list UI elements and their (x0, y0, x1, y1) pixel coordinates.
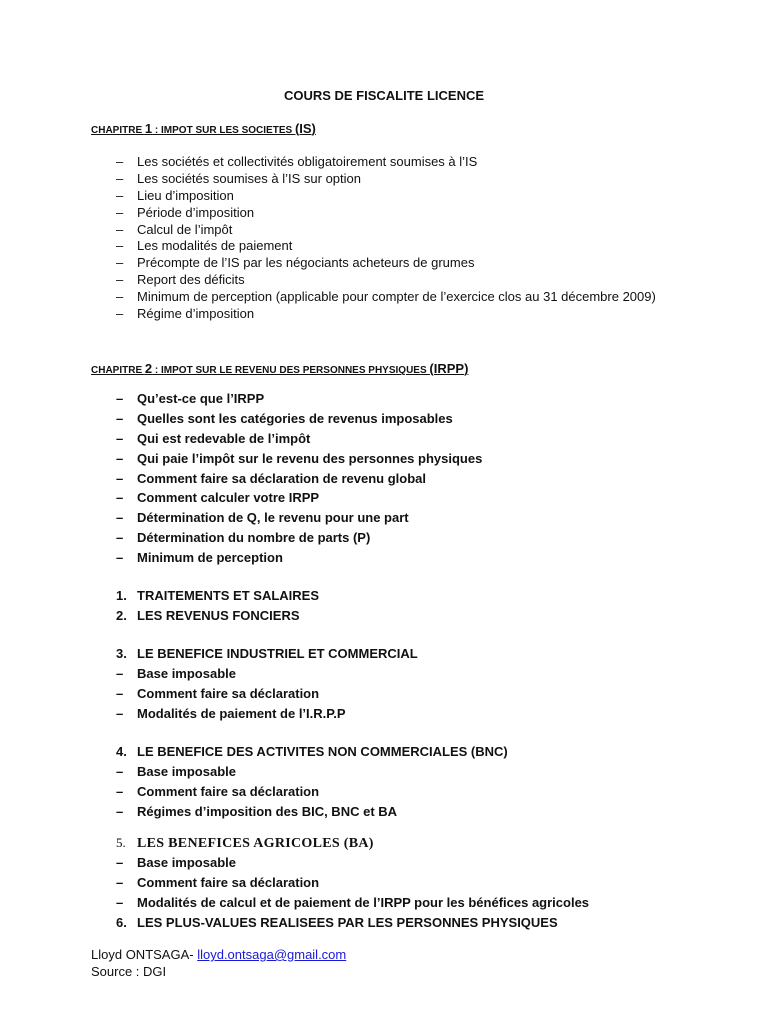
list-item: – Comment faire sa déclaration de revenu global (116, 470, 426, 486)
list-item: – Quelles sont les catégories de revenus imposables (116, 410, 453, 426)
section-4 (116, 742, 508, 822)
list-item: – Les modalités de paiement (116, 238, 293, 254)
list-item: – Détermination du nombre de parts (P) (116, 530, 371, 546)
section-heading: 1. TRAITEMENTS ET SALAIRES (116, 588, 320, 603)
list-item: – Régimes d’imposition des BIC, BNC et BA (116, 803, 398, 819)
list-item: – Les sociétés soumises à l’IS sur option (116, 170, 361, 186)
list-item: – Lieu d’imposition (116, 187, 234, 203)
chapter-2-list (116, 389, 482, 568)
list-item: – Base imposable (116, 854, 236, 870)
list-item: – Comment faire sa déclaration (116, 685, 320, 701)
section-heading: 2. LES REVENUS FONCIERS (116, 607, 300, 623)
section-5-6 (116, 833, 589, 932)
sections-1-2 (116, 586, 319, 626)
chapter-1-list (116, 154, 656, 323)
list-item: – Comment faire sa déclaration (116, 783, 320, 799)
list-item: – Base imposable (116, 665, 236, 681)
section-heading: 3. LE BENEFICE INDUSTRIEL ET COMMERCIAL (116, 646, 418, 661)
section-heading: 4. LE BENEFICE DES ACTIVITES NON COMMERCIALES (BNC) (116, 744, 508, 759)
list-item: – Modalités de paiement de l’I.R.P.P (116, 705, 346, 721)
list-item: – Qui paie l’impôt sur le revenu des personnes physiques (116, 450, 483, 466)
section-3 (116, 644, 418, 724)
list-item: – Modalités de calcul et de paiement de l’IRPP pour les bénéfices agricoles (116, 894, 590, 910)
list-item: – Calcul de l’impôt (116, 221, 233, 237)
list-item: – Minimum de perception (applicable pour compter de l’exercice clos au 31 décembre 2009) (116, 289, 656, 305)
list-item: – Les sociétés et collectivités obligatoirement soumises à l’IS (116, 154, 478, 169)
section-heading: 5. LES BENEFICES AGRICOLES (BA) (116, 835, 374, 851)
list-item: – Qui est redevable de l’impôt (116, 430, 311, 446)
list-item: – Régime d’imposition (116, 306, 255, 322)
footer-source: Source : DGI (91, 964, 167, 979)
document-title: COURS DE FISCALITE LICENCE (283, 88, 485, 103)
footer-author-line (91, 946, 346, 963)
author-name: Lloyd ONTSAGA- (91, 947, 198, 962)
list-item: – Comment calculer votre IRPP (116, 490, 320, 506)
list-item: – Base imposable (116, 763, 236, 779)
email-link[interactable]: lloyd.ontsaga@gmail.com (197, 947, 347, 962)
list-item: – Précompte de l’IS par les négociants acheteurs de grumes (116, 255, 475, 271)
list-item: – Minimum de perception (116, 550, 283, 566)
chapter-2-heading: CHAPITRE 2 : IMPOT SUR LE REVENU DES PERSONNES PHYSIQUES (IRPP) (91, 361, 469, 376)
list-item: – Report des déficits (116, 272, 245, 288)
list-item: – Comment faire sa déclaration (116, 874, 320, 890)
list-item: – Qu’est-ce que l’IRPP (116, 391, 265, 406)
list-item: – Période d’imposition (116, 204, 255, 220)
footer (91, 946, 346, 980)
list-item: – Détermination de Q, le revenu pour une part (116, 510, 409, 526)
section-heading: 6. LES PLUS-VALUES REALISEES PAR LES PERSONNES PHYSIQUES (116, 914, 558, 930)
chapter-1-heading: CHAPITRE 1 : IMPOT SUR LES SOCIETES (IS) (91, 121, 316, 136)
